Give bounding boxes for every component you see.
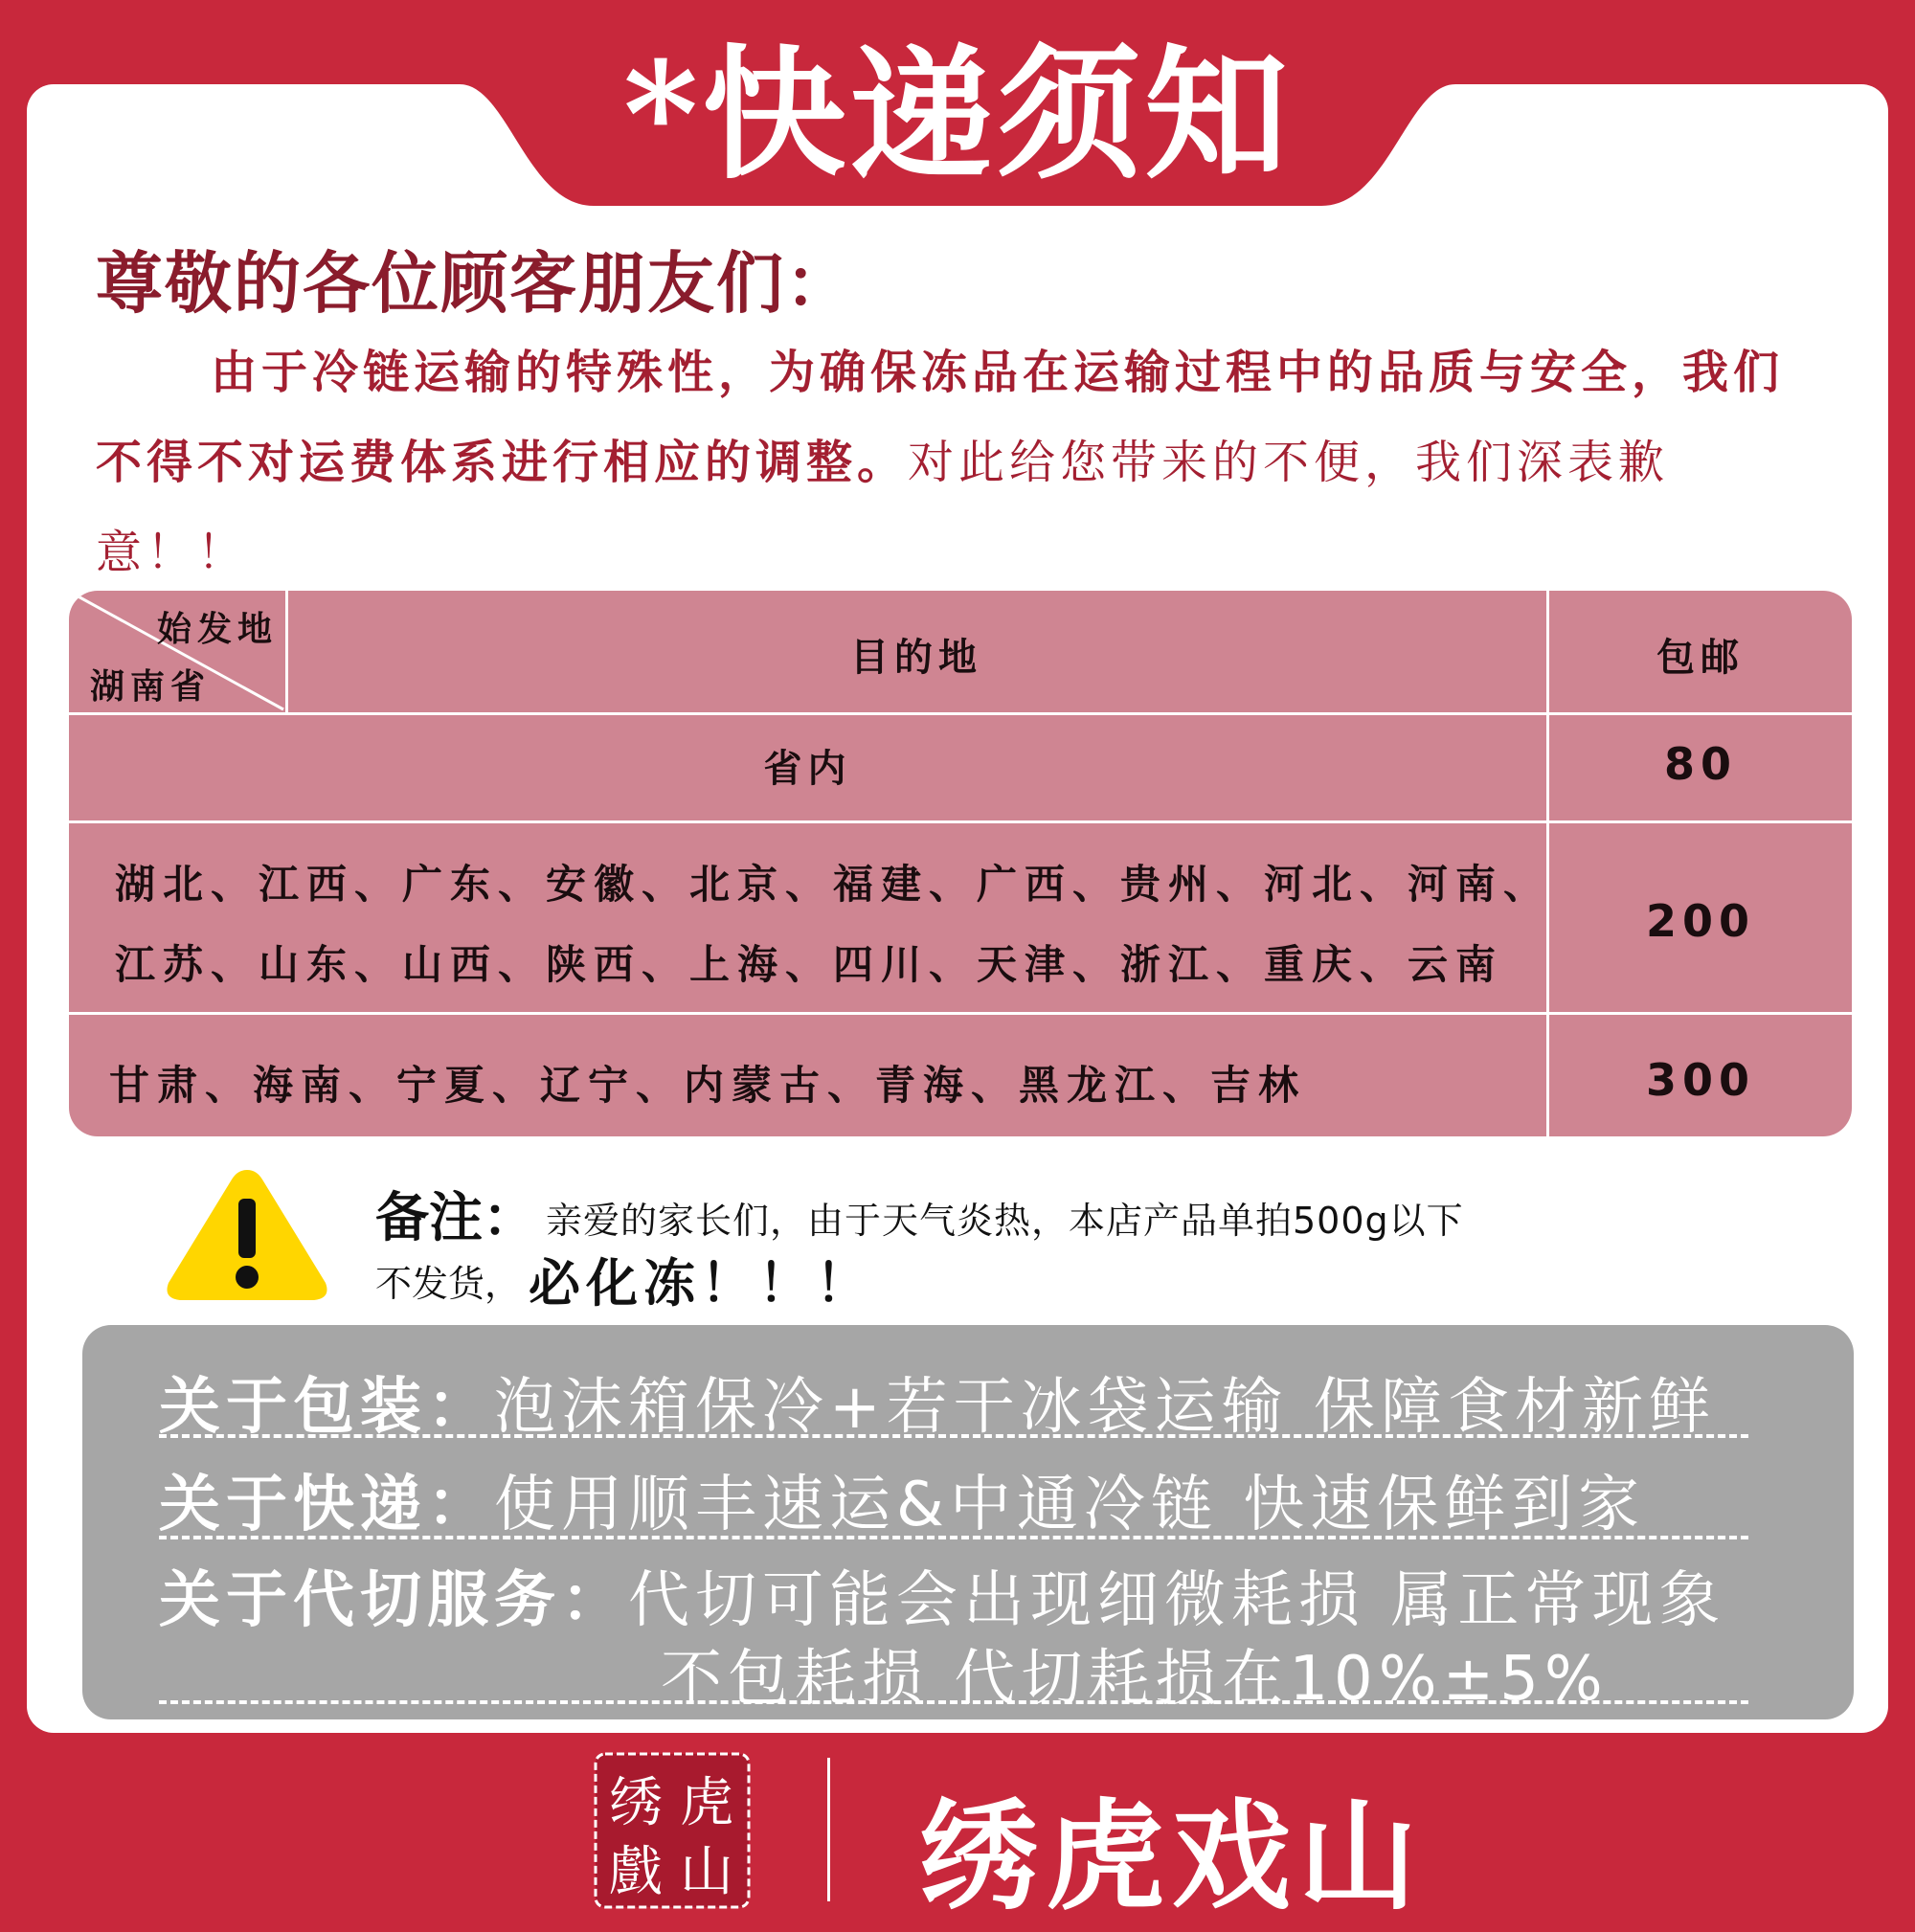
info-cutting-cont: 不包耗损 代切耗损在10%±5% xyxy=(661,1644,1609,1715)
express-label: 关于快递： xyxy=(159,1470,494,1540)
svg-text:虎: 虎 xyxy=(680,1772,733,1834)
warning-icon xyxy=(161,1162,333,1306)
intro-tail: 对此给您带来的不便，我们深表歉意！！ xyxy=(96,436,1670,579)
packaging-text: 泡沫箱保冷+若干冰袋运输 保障食材新鲜 xyxy=(494,1372,1716,1443)
svg-text:山: 山 xyxy=(680,1841,733,1903)
table-row-threshold: 80 xyxy=(1663,738,1737,790)
table-row-destination: 江苏、山东、山西、陕西、上海、四川、天津、浙江、重庆、云南 xyxy=(115,941,1504,988)
header-destination: 目的地 xyxy=(850,636,982,680)
note-text: 亲爱的家长们，由于天气炎热，本店产品单拍500g以下 xyxy=(546,1200,1464,1242)
greeting: 尊敬的各位顾客朋友们： xyxy=(96,243,854,323)
row-divider xyxy=(69,820,1852,823)
corner-province: 湖南省 xyxy=(90,667,212,707)
packaging-label: 关于包装： xyxy=(159,1372,494,1443)
svg-text:戲: 戲 xyxy=(609,1841,663,1903)
table-row-destination: 省内 xyxy=(763,747,852,791)
cutting-label: 关于代切服务： xyxy=(159,1565,628,1636)
intro-main: 由于冷链运输的特殊性，为确保冻品在运输过程中的品质与安全，我们不得不对运费体系进行相应的调整。 xyxy=(96,346,1785,489)
note-label: 备注： xyxy=(375,1187,536,1249)
note-emphasis: 必化冻！！！ xyxy=(529,1253,873,1314)
table-row-threshold: 200 xyxy=(1645,895,1756,947)
dashed-divider xyxy=(159,1434,1748,1438)
dashed-divider xyxy=(159,1536,1748,1539)
cutting-text: 代切可能会出现细微耗损 属正常现象 xyxy=(628,1565,1726,1636)
corner-origin-label: 始发地 xyxy=(157,610,279,649)
table-row-destination: 甘肃、海南、宁夏、辽宁、内蒙古、青海、黑龙江、吉林 xyxy=(109,1062,1307,1109)
shipping-rate-table xyxy=(69,591,1852,1136)
note-text-cont: 不发货， xyxy=(375,1263,522,1305)
svg-text:绣: 绣 xyxy=(609,1772,663,1834)
table-row-threshold: 300 xyxy=(1645,1054,1756,1106)
info-express xyxy=(159,1455,1645,1543)
brand-seal-logo xyxy=(592,1750,753,1911)
intro-paragraph xyxy=(96,327,1819,597)
dashed-divider xyxy=(159,1700,1748,1704)
page-title: *快递须知 xyxy=(622,31,1293,199)
col-divider xyxy=(285,591,288,712)
header-free-shipping: 包邮 xyxy=(1656,636,1745,680)
row-divider xyxy=(69,712,1852,715)
express-text: 使用顺丰速运&中通冷链 快速保鲜到家 xyxy=(494,1470,1646,1540)
row-divider xyxy=(69,1012,1852,1015)
info-packaging xyxy=(159,1358,1716,1446)
brand-name: 绣虎戏山 xyxy=(919,1787,1426,1926)
info-cutting xyxy=(159,1551,1725,1639)
table-row-destination: 湖北、江西、广东、安徽、北京、福建、广西、贵州、河北、河南、 xyxy=(115,861,1552,908)
footer-divider xyxy=(827,1758,830,1901)
